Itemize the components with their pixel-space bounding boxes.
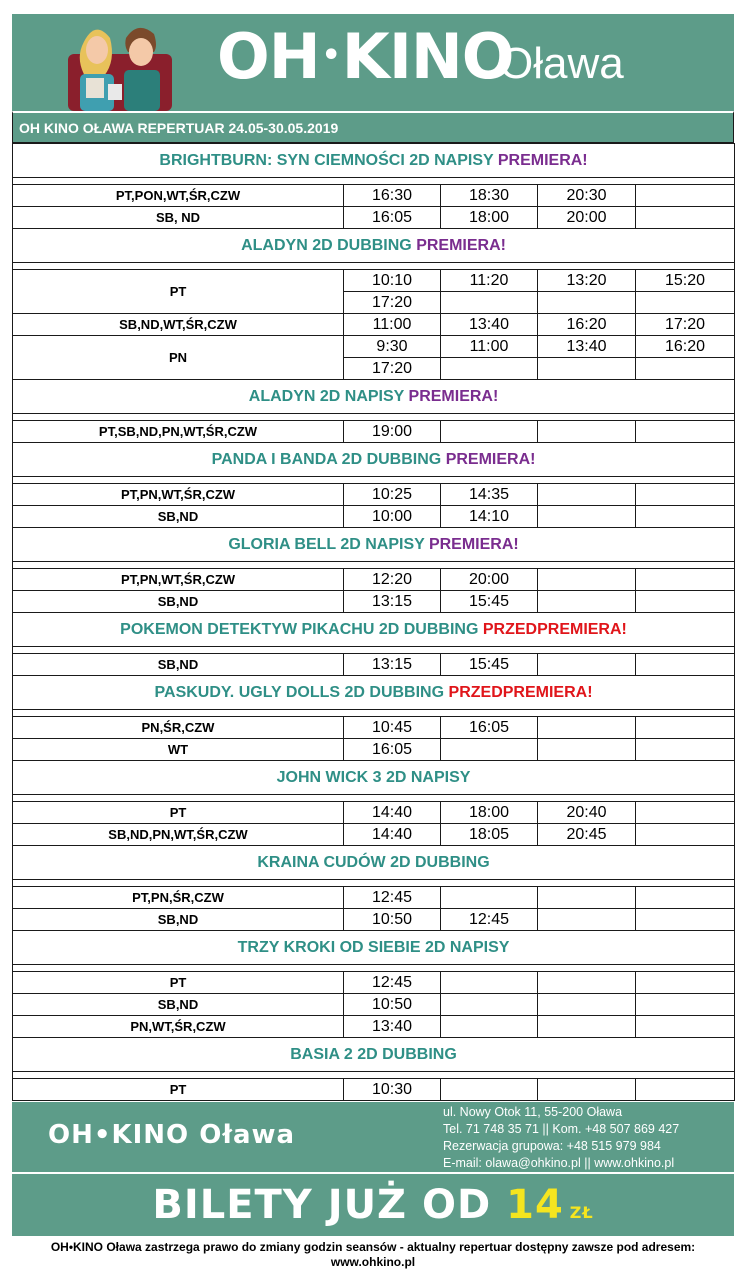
showtime-cell: 20:40 (538, 802, 636, 824)
showtime-cell: 10:50 (344, 994, 441, 1016)
showtime-cell (538, 506, 636, 528)
repertoire-page (12, 14, 734, 1270)
days-cell: PT (13, 1079, 344, 1101)
showtime-cell: 17:20 (344, 292, 441, 314)
movie-name: TRZY KROKI OD SIEBIE 2D NAPISY (237, 938, 510, 956)
showtime-cell (538, 421, 636, 443)
showtime-cell (538, 1079, 636, 1101)
movie-title (13, 1038, 735, 1072)
showtime-cell: 15:45 (441, 591, 538, 613)
showtime-cell: 9:30 (344, 336, 441, 358)
phone-text: Tel. 71 748 35 71 || Kom. +48 507 869 427 (443, 1122, 680, 1136)
movie-title (13, 613, 735, 647)
showtime-cell: 16:20 (538, 314, 636, 336)
showtime-cell (636, 207, 735, 229)
movie-title (13, 229, 735, 263)
showtime-row (13, 314, 735, 336)
showtime-cell (538, 591, 636, 613)
showtime-row (13, 207, 735, 229)
premiere-badge: PREMIERA! (428, 535, 519, 553)
movie-name: PASKUDY. UGLY DOLLS 2D DUBBING (154, 683, 445, 701)
showtime-cell: 12:45 (441, 909, 538, 931)
showtime-row (13, 185, 735, 207)
showtime-cell: 18:30 (441, 185, 538, 207)
days-cell: PT,PN,ŚR,CZW (13, 887, 344, 909)
showtime-cell (538, 972, 636, 994)
showtime-cell: 12:45 (344, 887, 441, 909)
spacer-row (13, 263, 735, 270)
showtime-cell: 16:05 (344, 739, 441, 761)
disclaimer-note: OH•KINO Oława zastrzega prawo do zmiany godzin seansów - aktualny repertuar dostępny zawsze pod adresem: www.ohkino.pl (50, 1240, 696, 1269)
spacer-cell (13, 710, 735, 717)
price-banner (12, 1172, 734, 1236)
price-currency: ZŁ (569, 1203, 594, 1222)
showtime-cell (636, 972, 735, 994)
showtime-cell (538, 887, 636, 909)
showtime-cell (538, 1016, 636, 1038)
premiere-badge: PRZEDPREMIERA! (448, 683, 593, 701)
days-cell: PT (13, 972, 344, 994)
repertoire-title: OH KINO OŁAWA REPERTUAR 24.05-30.05.2019 (12, 111, 734, 143)
days-cell: PT,PN,WT,ŚR,CZW (13, 484, 344, 506)
movie-title-row (13, 931, 735, 965)
showtime-cell: 19:00 (344, 421, 441, 443)
brand-logo: OH•KINO (217, 20, 514, 93)
showtime-cell (441, 421, 538, 443)
movie-title (13, 144, 735, 178)
days-cell: SB,ND (13, 994, 344, 1016)
showtime-cell (636, 591, 735, 613)
spacer-cell (13, 562, 735, 569)
premiere-badge: PREMIERA! (416, 236, 506, 254)
showtime-cell (636, 717, 735, 739)
showtime-cell: 18:00 (441, 802, 538, 824)
premiere-badge: PREMIERA! (408, 387, 499, 405)
movie-title (13, 761, 735, 795)
movie-title-row (13, 846, 735, 880)
spacer-cell (13, 178, 735, 185)
movie-name: BRIGHTBURN: SYN CIEMNOŚCI 2D NAPISY (159, 151, 494, 169)
showtime-cell: 13:40 (344, 1016, 441, 1038)
days-cell: SB,ND,PN,WT,ŚR,CZW (13, 824, 344, 846)
movie-name: POKEMON DETEKTYW PIKACHU 2D DUBBING (120, 620, 479, 638)
showtime-cell: 16:05 (344, 207, 441, 229)
movie-title-row (13, 1038, 735, 1072)
days-cell: PT,PN,WT,ŚR,CZW (13, 569, 344, 591)
movie-name: JOHN WICK 3 2D NAPISY (276, 768, 471, 786)
showtime-cell (441, 1079, 538, 1101)
movie-title-row (13, 443, 735, 477)
showtime-cell (538, 292, 636, 314)
price-amount: 14 (506, 1182, 564, 1228)
spacer-row (13, 710, 735, 717)
cinema-viewers-illustration (64, 16, 176, 111)
showtime-row (13, 1016, 735, 1038)
movie-title-row (13, 229, 735, 263)
days-cell: PT,SB,ND,PN,WT,ŚR,CZW (13, 421, 344, 443)
showtime-cell: 20:00 (441, 569, 538, 591)
showtime-cell (441, 887, 538, 909)
movie-title (13, 380, 735, 414)
showtime-cell (538, 484, 636, 506)
contact-footer (12, 1102, 734, 1172)
showtime-cell (636, 1016, 735, 1038)
showtime-cell: 13:15 (344, 591, 441, 613)
spacer-row (13, 562, 735, 569)
spacer-row (13, 880, 735, 887)
spacer-cell (13, 477, 735, 484)
spacer-cell (13, 795, 735, 802)
showtime-cell (636, 994, 735, 1016)
showtime-cell (636, 506, 735, 528)
showtime-cell (636, 1079, 735, 1101)
showtime-cell: 20:45 (538, 824, 636, 846)
showtime-row (13, 994, 735, 1016)
spacer-cell (13, 414, 735, 421)
showtime-cell (636, 824, 735, 846)
showtime-cell (636, 421, 735, 443)
movie-name: KRAINA CUDÓW 2D DUBBING (257, 853, 490, 871)
movie-name: GLORIA BELL 2D NAPISY (228, 535, 425, 553)
movie-name: ALADYN 2D DUBBING (241, 236, 412, 254)
showtime-cell (441, 292, 538, 314)
showtime-cell: 18:00 (441, 207, 538, 229)
address-text: ul. Nowy Otok 11, 55-200 Oława (443, 1105, 623, 1119)
days-cell: SB,ND,WT,ŚR,CZW (13, 314, 344, 336)
spacer-cell (13, 880, 735, 887)
premiere-badge: PREMIERA! (445, 450, 536, 468)
days-cell: PT (13, 270, 344, 314)
spacer-row (13, 1072, 735, 1079)
showtime-cell (636, 292, 735, 314)
showtime-cell: 14:40 (344, 824, 441, 846)
city-name: Oława (499, 39, 624, 88)
showtime-cell (636, 909, 735, 931)
showtime-row (13, 569, 735, 591)
showtime-row (13, 717, 735, 739)
showtime-cell (636, 185, 735, 207)
showtime-cell: 16:20 (636, 336, 735, 358)
showtime-cell: 12:20 (344, 569, 441, 591)
showtime-row (13, 270, 735, 292)
showtime-cell (538, 739, 636, 761)
movie-title-row (13, 761, 735, 795)
movie-title-row (13, 676, 735, 710)
spacer-cell (13, 647, 735, 654)
showtime-row (13, 654, 735, 676)
showtime-cell: 12:45 (344, 972, 441, 994)
spacer-cell (13, 263, 735, 270)
showtime-row (13, 506, 735, 528)
showtime-cell (636, 887, 735, 909)
showtime-cell: 13:15 (344, 654, 441, 676)
showtime-row (13, 909, 735, 931)
showtime-cell (636, 484, 735, 506)
spacer-cell (13, 965, 735, 972)
showtime-cell: 10:10 (344, 270, 441, 292)
showtime-cell: 20:00 (538, 207, 636, 229)
showtime-cell: 11:00 (344, 314, 441, 336)
showtime-row (13, 802, 735, 824)
days-cell: PN,ŚR,CZW (13, 717, 344, 739)
showtime-row (13, 484, 735, 506)
showtime-cell (538, 909, 636, 931)
showtime-cell (441, 994, 538, 1016)
showtime-cell (636, 569, 735, 591)
showtime-cell: 15:20 (636, 270, 735, 292)
showtime-cell: 17:20 (636, 314, 735, 336)
showtime-cell (538, 994, 636, 1016)
spacer-row (13, 414, 735, 421)
showtime-cell (441, 1016, 538, 1038)
showtime-cell (538, 358, 636, 380)
showtime-cell: 13:40 (538, 336, 636, 358)
contact-info (443, 1104, 679, 1172)
showtime-cell: 20:30 (538, 185, 636, 207)
showtime-cell: 10:45 (344, 717, 441, 739)
movie-title-row (13, 528, 735, 562)
showtime-cell: 10:50 (344, 909, 441, 931)
showtime-cell: 15:45 (441, 654, 538, 676)
showtime-cell: 14:35 (441, 484, 538, 506)
days-cell: SB,ND (13, 506, 344, 528)
days-cell: WT (13, 739, 344, 761)
showtime-cell (636, 739, 735, 761)
showtime-cell: 10:30 (344, 1079, 441, 1101)
movie-title-row (13, 144, 735, 178)
showtime-cell: 18:05 (441, 824, 538, 846)
showtime-cell: 17:20 (344, 358, 441, 380)
showtime-cell (636, 654, 735, 676)
spacer-row (13, 477, 735, 484)
days-cell: PN (13, 336, 344, 380)
movie-title (13, 676, 735, 710)
header-banner (12, 14, 734, 111)
days-cell: SB,ND (13, 909, 344, 931)
showtime-cell: 16:05 (441, 717, 538, 739)
days-cell: PT,PON,WT,ŚR,CZW (13, 185, 344, 207)
showtime-row (13, 972, 735, 994)
days-cell: PT (13, 802, 344, 824)
movie-name: PANDA I BANDA 2D DUBBING (211, 450, 442, 468)
premiere-badge: PRZEDPREMIERA! (482, 620, 627, 638)
spacer-row (13, 965, 735, 972)
showtime-row (13, 336, 735, 358)
showtime-cell: 13:40 (441, 314, 538, 336)
movie-name: BASIA 2 2D DUBBING (290, 1045, 457, 1063)
showtime-cell (441, 739, 538, 761)
spacer-row (13, 178, 735, 185)
showtime-cell: 16:30 (344, 185, 441, 207)
movie-title (13, 443, 735, 477)
footer-logo: OH•KINO Oława (48, 1120, 296, 1150)
days-cell: SB,ND (13, 654, 344, 676)
showtime-cell (441, 358, 538, 380)
days-cell: PN,WT,ŚR,CZW (13, 1016, 344, 1038)
showtime-row (13, 591, 735, 613)
showtime-cell (538, 717, 636, 739)
group-booking-text: Rezerwacja grupowa: +48 515 979 984 (443, 1139, 661, 1153)
showtime-cell (538, 569, 636, 591)
spacer-row (13, 795, 735, 802)
email-text: E-mail: olawa@ohkino.pl || www.ohkino.pl (443, 1156, 675, 1170)
movie-title (13, 528, 735, 562)
showtime-row (13, 739, 735, 761)
showtime-cell (636, 358, 735, 380)
schedule-table (12, 143, 735, 1101)
movie-name: ALADYN 2D NAPISY (248, 387, 405, 405)
showtime-cell: 11:20 (441, 270, 538, 292)
showtime-row (13, 824, 735, 846)
showtime-cell (441, 972, 538, 994)
showtime-cell: 13:20 (538, 270, 636, 292)
spacer-cell (13, 1072, 735, 1079)
movie-title-row (13, 613, 735, 647)
showtime-row (13, 1079, 735, 1101)
showtime-cell: 10:25 (344, 484, 441, 506)
showtime-cell: 10:00 (344, 506, 441, 528)
showtime-cell (636, 802, 735, 824)
showtime-row (13, 887, 735, 909)
premiere-badge: PREMIERA! (497, 151, 588, 169)
price-text: BILETY JUŻ OD (152, 1182, 492, 1228)
showtime-cell (538, 654, 636, 676)
movie-title (13, 846, 735, 880)
showtime-row (13, 421, 735, 443)
days-cell: SB,ND (13, 591, 344, 613)
movie-title-row (13, 380, 735, 414)
showtime-cell: 14:10 (441, 506, 538, 528)
showtime-cell: 11:00 (441, 336, 538, 358)
showtime-cell: 14:40 (344, 802, 441, 824)
movie-title (13, 931, 735, 965)
spacer-row (13, 647, 735, 654)
days-cell: SB, ND (13, 207, 344, 229)
